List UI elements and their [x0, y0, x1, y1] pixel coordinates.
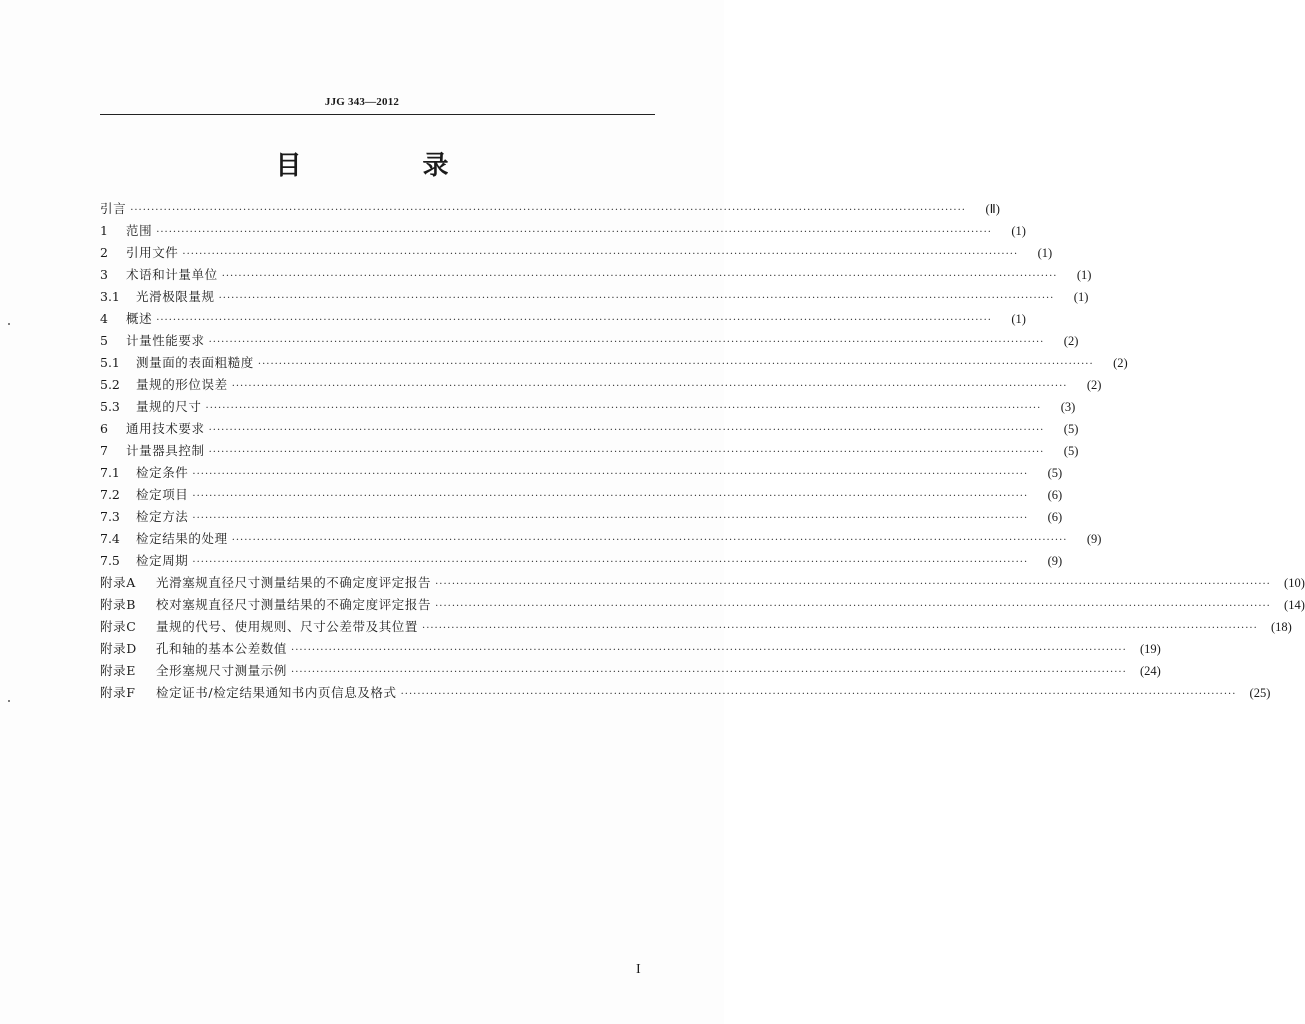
- toc-dot-leader: ········································································································································································································: [182, 249, 1019, 260]
- toc-entry-number: 4: [100, 311, 108, 326]
- toc-entry[interactable]: [100, 441, 1079, 463]
- header-rule: [100, 114, 655, 115]
- toc-entry-title: 测量面的表面粗糙度: [136, 355, 254, 370]
- toc-entry-number: 5: [100, 333, 108, 348]
- toc-entry-title: 光滑极限量规: [136, 289, 215, 304]
- toc-entry[interactable]: [100, 507, 1063, 529]
- toc-dot-leader: ········································································································································································································: [192, 557, 1029, 568]
- toc-dot-leader: ········································································································································································································: [400, 689, 1237, 700]
- toc-entry-number: 3: [100, 267, 108, 282]
- toc-entry[interactable]: [100, 331, 1079, 353]
- toc-entry-number: 3.1: [100, 289, 120, 304]
- toc-entry-page: (1): [1011, 224, 1026, 238]
- toc-dot-leader: ········································································································································································································: [435, 579, 1271, 590]
- toc-entry-title: 检定项目: [136, 487, 189, 502]
- toc-entry-title: 通用技术要求: [126, 421, 205, 436]
- toc-dot-leader: ········································································································································································································: [257, 359, 1094, 370]
- toc-entry[interactable]: [100, 199, 1000, 221]
- toc-dot-leader: ········································································································································································································: [291, 645, 1127, 656]
- toc-entry-number: 5.3: [100, 399, 120, 414]
- toc-entry-number: 7.4: [100, 531, 120, 546]
- toc-entry-title: 全形塞规尺寸测量示例: [156, 663, 288, 678]
- toc-entry-title: 计量性能要求: [126, 333, 205, 348]
- toc-entry-page: (9): [1047, 554, 1063, 568]
- toc-entry-page: (2): [1063, 334, 1079, 348]
- toc-entry-title: 量规的代号、使用规则、尺寸公差带及其位置: [156, 619, 419, 634]
- toc-entry-page: (1): [1076, 268, 1092, 282]
- scan-speck: [8, 700, 10, 702]
- toc-entry-page: (3): [1060, 400, 1076, 414]
- toc-entry-page: (2): [1086, 378, 1102, 392]
- toc-dot-leader: ········································································································································································································: [208, 425, 1045, 436]
- toc-dot-leader: ········································································································································································································: [192, 513, 1029, 524]
- scan-speck: [8, 323, 10, 325]
- toc-dot-leader: ········································································································································································································: [192, 491, 1029, 502]
- toc-entry-page: (5): [1047, 466, 1063, 480]
- toc-entry-page: (19): [1139, 642, 1161, 656]
- toc-entry-number: 附录D: [100, 641, 137, 656]
- toc-entry-title: 检定结果的处理: [136, 531, 228, 546]
- toc-entry[interactable]: [100, 221, 1026, 243]
- toc-entry-title: 检定条件: [136, 465, 189, 480]
- toc-entry-number: 7.1: [100, 465, 120, 480]
- toc-entry[interactable]: [100, 419, 1079, 441]
- toc-entry-title: 范围: [126, 223, 153, 238]
- toc-entry-title: 校对塞规直径尺寸测量结果的不确定度评定报告: [156, 597, 432, 612]
- toc-entry[interactable]: [100, 397, 1076, 419]
- toc-entry-number: 附录C: [100, 619, 137, 634]
- toc-entry-number: 附录E: [100, 663, 136, 678]
- toc-entry-page: (2): [1113, 356, 1128, 370]
- toc-entry[interactable]: [100, 617, 1292, 639]
- toc-dot-leader: ········································································································································································································: [231, 535, 1068, 546]
- toc-entry-page: (6): [1047, 510, 1063, 524]
- toc-dot-leader: ········································································································································································································: [208, 447, 1045, 458]
- toc-entry-title: 引用文件: [126, 245, 179, 260]
- toc-entry-title: 计量器具控制: [126, 443, 205, 458]
- toc-entry-title: 光滑塞规直径尺寸测量结果的不确定度评定报告: [156, 575, 432, 590]
- toc-entry[interactable]: [100, 529, 1102, 551]
- toc-entry-number: 附录A: [100, 575, 136, 590]
- toc-dot-leader: ········································································································································································································: [205, 403, 1042, 414]
- toc-entry[interactable]: [100, 573, 1305, 595]
- toc-entry-page: (18): [1270, 620, 1292, 634]
- page-number: I: [636, 962, 641, 977]
- toc-entry-title: 孔和轴的基本公差数值: [156, 641, 288, 656]
- toc-entry-page: (14): [1284, 598, 1305, 612]
- toc-entry-page: (1): [1037, 246, 1053, 260]
- toc-entry-page: (10): [1284, 576, 1305, 590]
- toc-entry[interactable]: [100, 463, 1063, 485]
- toc-dot-leader: ········································································································································································································: [218, 293, 1055, 304]
- toc-entry[interactable]: [100, 375, 1102, 397]
- toc-entry[interactable]: [100, 639, 1161, 661]
- toc-entry-number: 5.2: [100, 377, 120, 392]
- toc-dot-leader: ········································································································································································································: [435, 601, 1271, 612]
- toc-entry[interactable]: [100, 353, 1128, 375]
- toc-dot-leader: ········································································································································································································: [156, 315, 992, 326]
- toc-entry-title: 术语和计量单位: [126, 267, 218, 282]
- toc-entry-number: 1: [100, 223, 108, 238]
- toc-title: 目 录: [275, 151, 505, 181]
- toc-entry-page: (5): [1063, 422, 1079, 436]
- toc-dot-leader: ········································································································································································································: [208, 337, 1045, 348]
- standard-code: JJG 343—2012: [324, 96, 400, 108]
- toc-dot-leader: ········································································································································································································: [221, 271, 1058, 282]
- toc-entry-title: 检定证书/检定结果通知书内页信息及格式: [156, 685, 397, 700]
- toc-entry-number: 7.2: [100, 487, 120, 502]
- toc-entry-title: 概述: [126, 311, 153, 326]
- toc-entry-title: 量规的形位误差: [136, 377, 228, 392]
- toc-entry-number: 7.5: [100, 553, 120, 568]
- toc-entry[interactable]: [100, 287, 1089, 309]
- toc-entry-page: (Ⅱ): [985, 202, 1000, 216]
- toc-entry-number: 附录F: [100, 685, 136, 700]
- toc-dot-leader: ········································································································································································································: [422, 623, 1258, 634]
- toc-dot-leader: ········································································································································································································: [156, 227, 992, 238]
- toc-entry-number: 7: [100, 443, 108, 458]
- toc-entry[interactable]: [100, 551, 1063, 573]
- toc-entry-page: (1): [1011, 312, 1026, 326]
- table-of-contents: [100, 199, 1305, 705]
- toc-dot-leader: ········································································································································································································: [231, 381, 1068, 392]
- toc-entry-number: 7.3: [100, 509, 120, 524]
- toc-entry-title: 量规的尺寸: [136, 399, 202, 414]
- toc-entry[interactable]: [100, 265, 1092, 287]
- toc-entry-page: (9): [1086, 532, 1102, 546]
- toc-entry[interactable]: [100, 683, 1271, 705]
- toc-entry-title: 引言: [100, 201, 127, 216]
- toc-entry[interactable]: [100, 243, 1053, 265]
- toc-entry-number: 6: [100, 421, 108, 436]
- toc-dot-leader: ········································································································································································································: [291, 667, 1127, 678]
- toc-entry-page: (25): [1249, 686, 1271, 700]
- toc-entry-page: (5): [1063, 444, 1079, 458]
- toc-entry[interactable]: [100, 309, 1026, 331]
- toc-entry[interactable]: [100, 485, 1063, 507]
- toc-entry[interactable]: [100, 661, 1161, 683]
- toc-entry-title: 检定方法: [136, 509, 189, 524]
- toc-dot-leader: ········································································································································································································: [130, 205, 966, 216]
- toc-entry-number: 附录B: [100, 597, 136, 612]
- toc-dot-leader: ········································································································································································································: [192, 469, 1029, 480]
- toc-entry-number: 2: [100, 245, 108, 260]
- toc-entry[interactable]: [100, 595, 1305, 617]
- toc-entry-page: (1): [1073, 290, 1089, 304]
- toc-entry-page: (24): [1139, 664, 1161, 678]
- toc-entry-page: (6): [1047, 488, 1063, 502]
- toc-entry-number: 5.1: [100, 355, 120, 370]
- toc-entry-title: 检定周期: [136, 553, 189, 568]
